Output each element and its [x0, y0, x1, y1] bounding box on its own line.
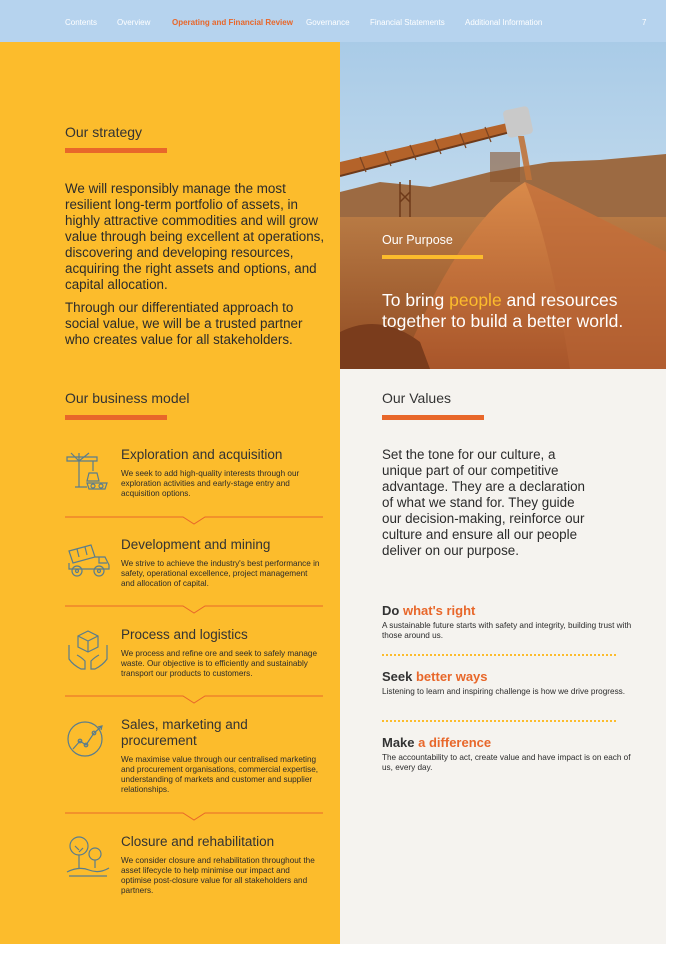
business-model-item-closure — [65, 834, 325, 904]
value-title: Seek better ways — [382, 669, 488, 684]
haul-truck-icon — [65, 537, 111, 583]
purpose-statement: To bring people and resources together to build a better world. — [382, 290, 624, 331]
nav-operating-financial-review[interactable]: Operating and Financial Review — [172, 18, 293, 27]
drilling-rig-icon — [65, 447, 111, 493]
purpose-underline — [382, 255, 483, 259]
business-model-title: Exploration and acquisition — [121, 447, 283, 462]
strategy-heading: Our strategy — [65, 124, 143, 140]
chevron-divider — [65, 605, 323, 615]
business-model-item-exploration — [65, 447, 325, 507]
tree-landscape-icon — [65, 834, 111, 880]
value-description: The accountability to act, create value and have impact is on each of us, every day. — [382, 753, 631, 772]
chevron-divider — [65, 516, 323, 526]
strategy-underline — [65, 148, 167, 153]
dotted-divider — [382, 720, 616, 722]
strategy-paragraph-2: Through our differentiated approach to social value, we will be a trusted partner who creates value for all stakeholders. — [65, 300, 303, 347]
business-model-title: Process and logistics — [121, 627, 248, 642]
values-intro: Set the tone for our culture, a unique part of our competitive advantage. They are a declaration of what we stand for. They guide our decision-making, reinforce our culture and ensure all our people deliver on our purpose. — [382, 447, 585, 558]
business-model-title: Sales, marketing and procurement — [121, 717, 248, 748]
value-description: Listening to learn and inspiring challenge is how we drive progress. — [382, 687, 626, 696]
value-item-seek-better-ways — [382, 669, 632, 697]
chevron-divider — [65, 695, 323, 705]
value-title: Make a difference — [382, 735, 492, 750]
values-heading: Our Values — [382, 390, 451, 406]
nav-overview[interactable]: Overview — [117, 18, 151, 27]
business-model-item-sales — [65, 717, 325, 797]
values-underline — [382, 415, 484, 420]
business-model-title: Development and mining — [121, 537, 271, 552]
value-title: Do what's right — [382, 603, 476, 618]
top-navigation — [0, 0, 666, 42]
page-number: 7 — [642, 18, 647, 27]
nav-governance[interactable]: Governance — [306, 18, 350, 27]
business-model-underline — [65, 415, 167, 420]
strategy-paragraph-1: We will responsibly manage the most resilient long-term portfolio of assets, in highly attractive commodities and will grow value through being excellent at operations, discovering and developing resources, acquiring the right assets and options, and capital allocation. — [65, 181, 325, 292]
business-model-description: We consider closure and rehabilitation throughout the asset lifecycle to help minimise our impact and optimise post-closure value for all stakeholders and partners. — [121, 856, 315, 895]
business-model-description: We strive to achieve the industry's best performance in safety, operational excellence, project management and allocation of capital. — [121, 559, 320, 588]
chevron-divider — [65, 812, 323, 822]
business-model-heading: Our business model — [65, 390, 190, 406]
value-description: A sustainable future starts with safety and integrity, building trust with those around us. — [382, 621, 632, 640]
business-model-title: Closure and rehabilitation — [121, 834, 275, 849]
market-chart-icon — [65, 717, 111, 763]
business-model-item-development — [65, 537, 325, 597]
value-item-make-a-difference — [382, 735, 632, 773]
nav-financial-statements[interactable]: Financial Statements — [370, 18, 445, 27]
value-item-do-whats-right — [382, 603, 632, 641]
hands-holding-cube-icon — [65, 627, 111, 673]
business-model-description: We process and refine ore and seek to safely manage waste. Our objective is to efficiently and sustainably transport our products to customers. — [121, 649, 318, 678]
business-model-description: We maximise value through our centralised marketing and procurement organisations, commercial expertise, understanding of markets and customer and supplier relationships. — [121, 755, 319, 794]
business-model-item-process — [65, 627, 325, 687]
purpose-highlight: people — [449, 290, 502, 310]
dotted-divider — [382, 654, 616, 656]
business-model-description: We seek to add high-quality interests through our exploration activities and early-stage entry and acquisition options. — [121, 469, 300, 498]
nav-additional-information[interactable]: Additional Information — [465, 18, 543, 27]
purpose-label: Our Purpose — [382, 233, 453, 247]
nav-contents[interactable]: Contents — [65, 18, 98, 27]
